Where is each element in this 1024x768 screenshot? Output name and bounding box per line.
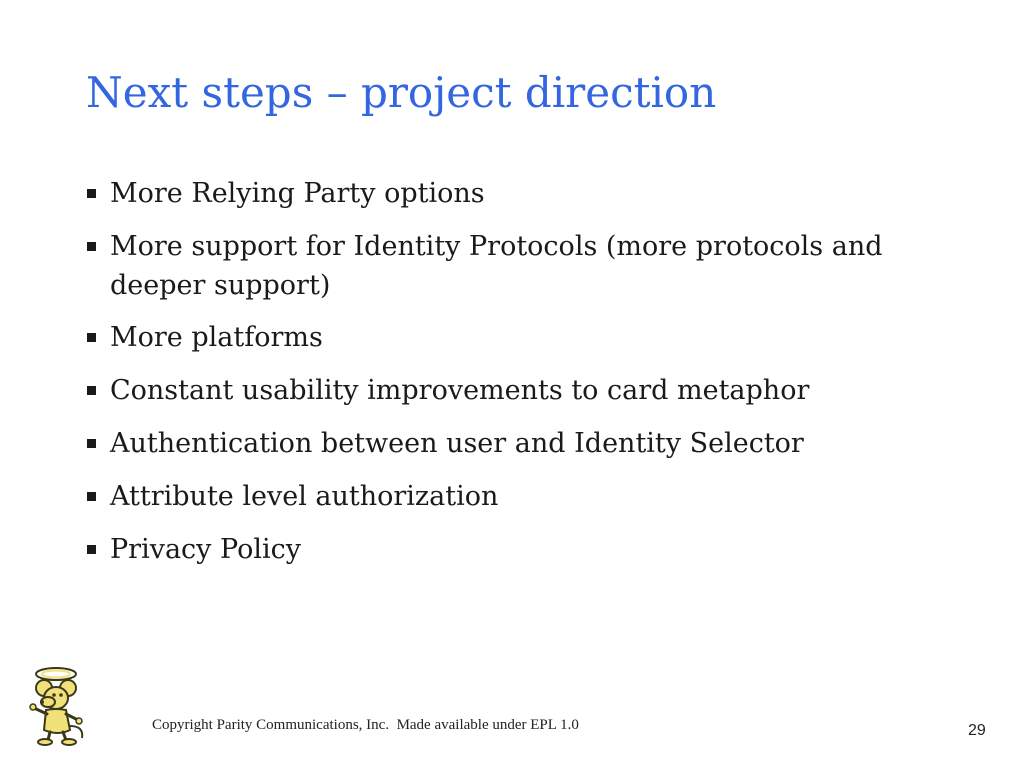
square-bullet-icon: [87, 545, 96, 554]
bullet-text: More platforms: [110, 322, 323, 353]
square-bullet-icon: [87, 386, 96, 395]
slide-title: Next steps – project direction: [86, 68, 717, 117]
copyright-footer: Copyright Parity Communications, Inc. Made available under EPL 1.0: [152, 717, 579, 733]
bullet-text: Attribute level authorization: [110, 481, 499, 512]
square-bullet-icon: [87, 189, 96, 198]
bullet-text: Privacy Policy: [110, 534, 301, 565]
square-bullet-icon: [87, 492, 96, 501]
bullet-item: [86, 174, 916, 214]
square-bullet-icon: [87, 242, 96, 251]
bullet-item: [86, 227, 916, 305]
square-bullet-icon: [87, 333, 96, 342]
bullet-item: [86, 530, 916, 570]
bullet-item: [86, 477, 916, 517]
bullet-text: Authentication between user and Identity Selector: [110, 428, 804, 459]
mouse-mascot-logo-icon: [26, 664, 90, 746]
bullet-text: More support for Identity Protocols (more protocols and deeper support): [110, 231, 883, 301]
page-number: 29: [968, 722, 986, 739]
bullet-text: More Relying Party options: [110, 178, 485, 209]
bullet-item: [86, 424, 916, 464]
square-bullet-icon: [87, 439, 96, 448]
bullet-list: [86, 174, 916, 583]
bullet-item: [86, 371, 916, 411]
bullet-item: [86, 318, 916, 358]
bullet-text: Constant usability improvements to card metaphor: [110, 375, 810, 406]
